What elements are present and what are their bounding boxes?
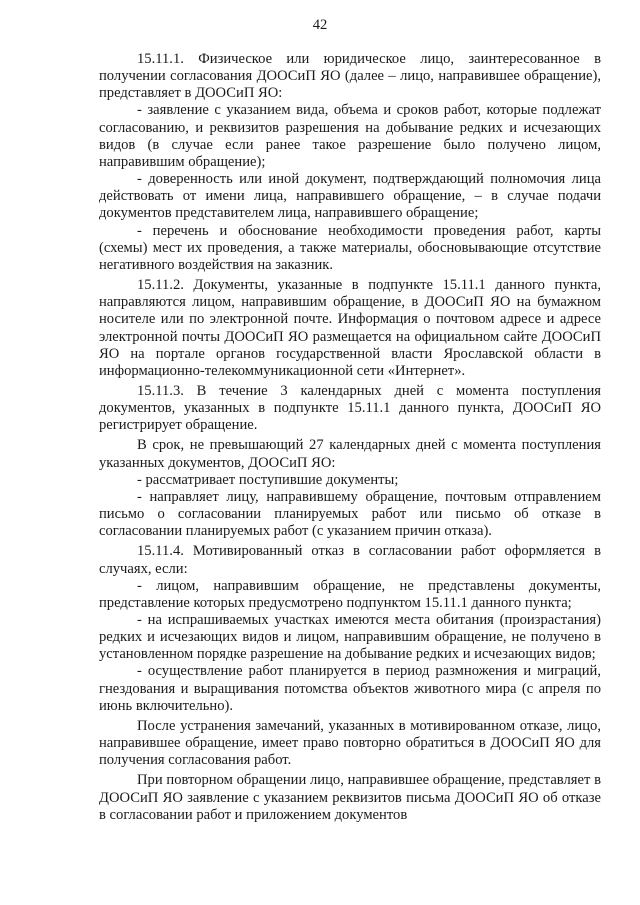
list-item-rare-species-habitat: - на испрашиваемых участках имеются места обитания (произрастания) редких и исчезающих видов и лицом, направившим обращение, не получено в установленном порядке разрешение на добывание редких и исчезающих видов; bbox=[99, 612, 601, 663]
list-item-breeding-period: - осуществление работ планируется в период размножения и миграций, гнездования и выращивания потомства объектов животного мира (с апреля по июнь включительно). bbox=[99, 663, 601, 714]
paragraph-15-11-2: 15.11.2. Документы, указанные в подпункте 15.11.1 данного пункта, направляются лицом, направившим обращение, в ДООСиП ЯО на бумажном носителе или по электронной почте. Информация о почтовом адресе и адресе электронной почты ДООСиП ЯО размещается на официальном сайте ДООСиП ЯО на портале органов государственной власти Ярославской области в информационно-телекоммуникационной сети «Интернет». bbox=[99, 277, 601, 379]
paragraph-15-11-1: 15.11.1. Физическое или юридическое лицо, заинтересованное в получении согласования ДООСиП ЯО (далее – лицо, направившее обращение), представляет в ДООСиП ЯО: bbox=[99, 51, 601, 102]
paragraph-repeat-request: При повторном обращении лицо, направившее обращение, представляет в ДООСиП ЯО заявление с указанием реквизитов письма ДООСиП ЯО об отказе в согласовании работ и приложением документов bbox=[99, 772, 601, 823]
list-item-application: - заявление с указанием вида, объема и сроков работ, которые подлежат согласованию, и реквизитов разрешения на добывание редких и исчезающих видов (в случае если ранее такое разрешение было получено лицом, направившим обращение); bbox=[99, 102, 601, 170]
paragraph-15-11-3: 15.11.3. В течение 3 календарных дней с момента поступления документов, указанных в подпункте 15.11.1 данного пункта, ДООСиП ЯО регистрирует обращение. bbox=[99, 382, 601, 434]
page-number: 42 bbox=[312, 17, 328, 33]
list-item-missing-documents: - лицом, направившим обращение, не представлены документы, представление которых предусмотрено подпунктом 15.11.1 данного пункта; bbox=[99, 577, 601, 611]
list-item-work-justification: - перечень и обоснование необходимости проведения работ, карты (схемы) мест их проведения, а также материалы, обосновывающие отсутствие негативного воздействия на заказник. bbox=[99, 222, 601, 273]
paragraph-15-11-4: 15.11.4. Мотивированный отказ в согласовании работ оформляется в случаях, если: bbox=[99, 543, 601, 577]
list-item-review: - рассматривает поступившие документы; bbox=[137, 471, 399, 488]
paragraph-reapply: После устранения замечаний, указанных в мотивированном отказе, лицо, направившее обращение, имеет право повторно обратиться в ДООСиП ЯО для получения согласования работ. bbox=[99, 717, 601, 769]
document-body bbox=[99, 51, 601, 824]
list-item-power-of-attorney: - доверенность или иной документ, подтверждающий полномочия лица действовать от имени лица, направившего обращение, – в случае подачи документов представителем лица, направившего обращение; bbox=[99, 171, 601, 222]
paragraph-deadline: В срок, не превышающий 27 календарных дней с момента поступления указанных документов, ДООСиП ЯО: bbox=[99, 437, 601, 471]
list-item-send-letter: - направляет лицу, направившему обращение, почтовым отправлением письмо о согласовании планируемых работ или письмо об отказе в согласовании планируемых работ (с указанием причин отказа). bbox=[99, 488, 601, 540]
